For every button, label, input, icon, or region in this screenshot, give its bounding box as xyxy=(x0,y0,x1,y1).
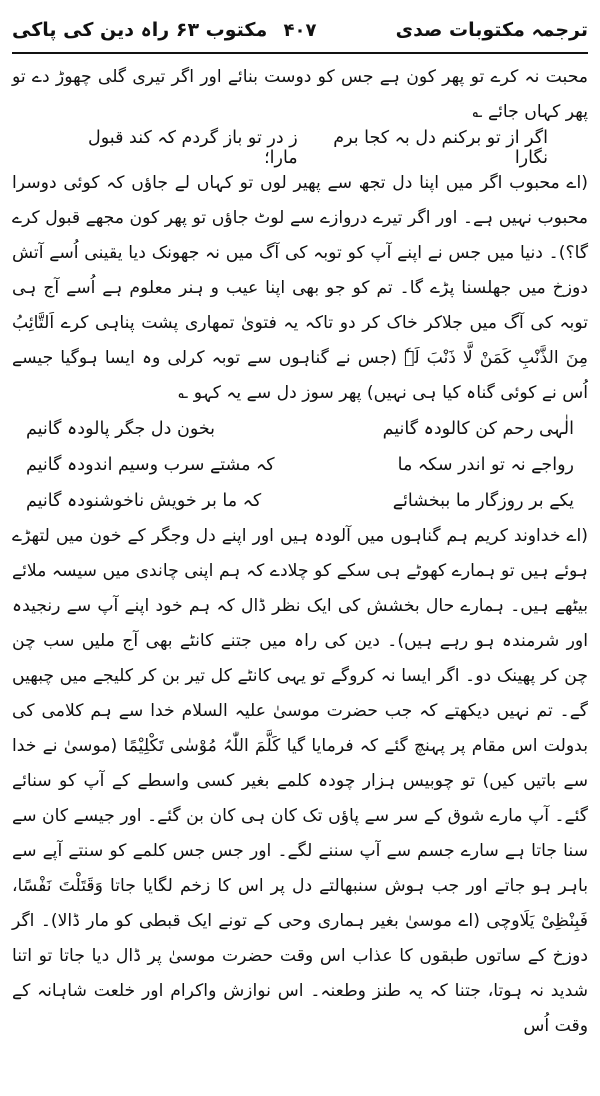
verse-first-half: یکے بر روزگار ما ببخشائے xyxy=(392,491,574,511)
page-header xyxy=(12,8,588,52)
verse-second-half: کہ مشتے سرب وسیم اندودہ گانیم xyxy=(26,455,275,475)
verse-first-half: اگر از تو برکنم دل بہ کجا برم نگارا xyxy=(333,128,548,168)
header-rule xyxy=(12,52,588,54)
verse-couplet xyxy=(12,447,588,483)
paragraph-2: (اے خداوند کریم ہم گناہوں میں آلودہ ہیں اور اپنے دل وجگر کے خون میں لتھڑے ہوئے ہیں تو ہمارے کھوٹے ہی سکے کو چلادے کہ ہم اپنی چاندی میں سیسہ ملائے بیٹھے ہیں۔ ہمارے حال بخشش کی ایک نظر ڈال کہ ہم خود اپنے آپ سے رنجیدہ اور شرمندہ ہو رہے ہیں)۔ دین کی راہ میں جتنے کانٹے بھی آج ملیں سب چن چن کر پھینک دو۔ اگر ایسا نہ کروگے تو یہی کانٹے کل تیر بن کر کلیجے میں چبھیں گے۔ تم نہیں دیکھتے کہ جب حضرت موسیٰ علیہ السلام خدا سے ہم کلامی کی بدولت اس مقام پر پہنچ گئے کہ فرمایا گیا کَلَّمَ اللّٰہُ مُوْسٰی تَکْلِیْمًا (موسیٰ نے خدا سے باتیں کیں) تو چوبیس ہزار چودہ کلمے بغیر کسی واسطے کے آپ کو سنائے گئے۔ آپ مارے شوق کے سر سے پاؤں تک کان ہی کان بن گئے۔ اور جیسے کان سے سنا جاتا ہے سارے جسم سے آپ سننے لگے۔ اور جس جس کلمے کو سنتے آپے سے باہر ہو جاتے اور جب ہوش سنبھالتے دل پر اس کا زخم لگایا جاتا وَقَتَلْتَ نَفْسًا، فَبِنْظِیْ یَلَاوچی (اے موسیٰ بغیر ہماری وحی کے تونے ایک قبطی کو مار ڈالا)۔ اگر دوزخ کے ساتوں طبقوں کا عذاب اس وقت حضرت موسیٰ پر ڈال دیا جاتا تو اتنا شدید نہ ہوتا، جتنا کہ یہ طنز وطعنہ۔ اس نوازش واکرام اور خلعت شاہانہ کے وقت اُس xyxy=(12,526,588,1036)
paragraph-1: (اے محبوب اگر میں اپنا دل تجھ سے پھیر لوں تو کہاں لے جاؤں کہ کوئی دوسرا محبوب نہیں ہے۔ اور اگر تیرے دروازے سے لوٹ جاؤں تو پھر کون مجھے قبول کرے گا؟)۔ دنیا میں جس نے اپنے آپ کو توبہ کی آگ میں نہ جھونک دیا یقینی اُسے آتش دوزخ میں جھلسنا پڑے گا۔ تم کو جو بھی اپنا عیب و ہنر معلوم ہے اُسے آج ہی توبہ کی آگ میں جلاکر خاک کر دو تاکہ یہ فتویٰ تمھاری پشت پناہی کرے اَلتَّائِبُ مِنَ الذَّنْبِ کَمَنْ لَّا ذَنْبَ لَہٗ (جس نے گناہوں سے توبہ کرلی وہ ایسا ہوگیا جیسے اُس نے کوئی گناہ کیا ہی نہیں) پھر سوز دل سے یہ کہو ؎ xyxy=(12,173,588,403)
verse-second-half: ز در تو باز گردم کہ کند قبول مارا؛ xyxy=(88,128,298,168)
verse-couplet xyxy=(12,130,588,166)
verse-second-half: کہ ما بر خویش ناخوشنودہ گانیم xyxy=(26,491,262,511)
verse-first-half: الٰہی رحم کن کالودہ گانیم xyxy=(382,419,574,439)
book-title: ترجمہ مکتوبات صدی xyxy=(395,19,588,41)
intro-line: محبت نہ کرے تو پھر کون ہے جس کو دوست بنائے اور اگر تیری گلی چھوڑ دے تو پھر کہاں جائے ؎ xyxy=(12,67,588,122)
verse-couplet xyxy=(12,483,588,519)
letter-title: مکتوب ۶۳ راہ دین کی پاکی xyxy=(12,19,268,41)
page-number: ۴۰۷ xyxy=(283,19,317,41)
verse-couplet xyxy=(12,411,588,447)
verse-first-half: رواجے نہ تو اندر سکہ ما xyxy=(397,455,574,475)
verse-second-half: بخون دل جگر پالودہ گانیم xyxy=(26,419,216,439)
